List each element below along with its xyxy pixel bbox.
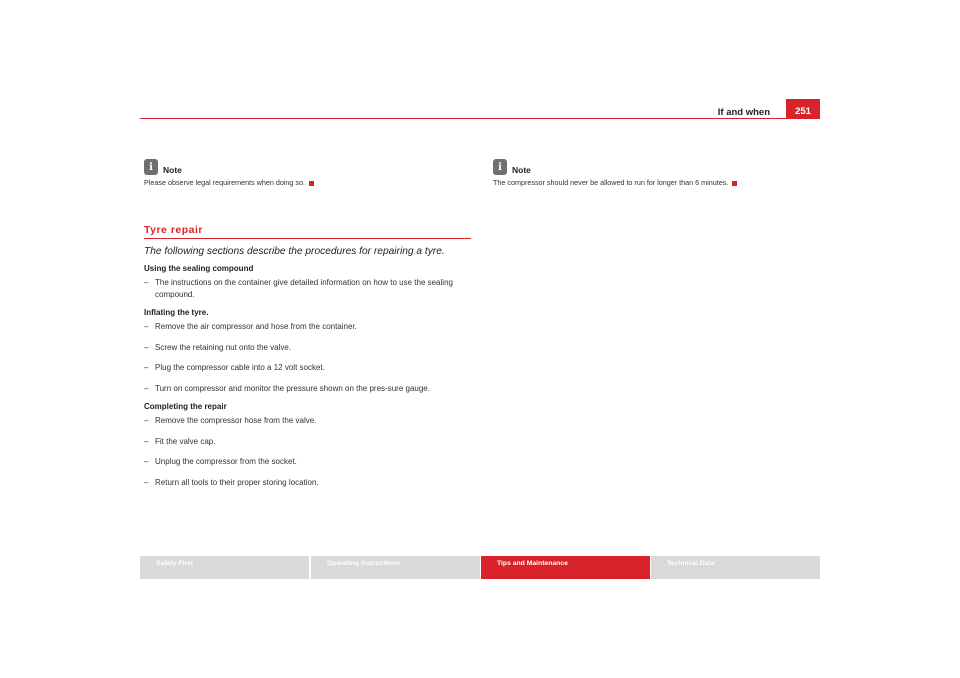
step-text: Remove the air compressor and hose from the container. bbox=[155, 322, 357, 331]
section-title: Tyre repair bbox=[144, 224, 471, 239]
page-number: 251 bbox=[786, 99, 820, 119]
procedure-step bbox=[144, 436, 471, 448]
right-note-body: The compressor should never be allowed to run for longer than 6 minutes. bbox=[493, 178, 729, 187]
right-column bbox=[493, 155, 823, 188]
end-of-section-icon bbox=[732, 181, 737, 186]
step-dash: – bbox=[144, 457, 149, 466]
left-note-label: Note bbox=[163, 165, 182, 175]
procedure-step bbox=[144, 362, 471, 374]
procedure-heading: Using the sealing compound bbox=[144, 264, 254, 273]
right-note-header bbox=[493, 155, 823, 175]
step-text: Plug the compressor cable into a 12 volt socket. bbox=[155, 363, 325, 372]
left-note-text bbox=[144, 178, 471, 188]
step-text: Screw the retaining nut onto the valve. bbox=[155, 342, 292, 352]
step-dash: – bbox=[144, 436, 149, 446]
step-dash: – bbox=[144, 477, 149, 487]
footer-tab-operating-instructions[interactable]: Operating instructions bbox=[311, 556, 480, 579]
procedure-heading: Inflating the tyre. bbox=[144, 308, 209, 317]
step-text: Fit the valve cap. bbox=[155, 436, 216, 446]
procedure-step bbox=[144, 321, 471, 333]
step-dash: – bbox=[144, 416, 149, 425]
step-text: The instructions on the container give detailed information on how to use the sealing compound. bbox=[155, 278, 453, 299]
page-header-title: If and when bbox=[717, 107, 770, 118]
header-divider bbox=[140, 118, 820, 119]
right-note-label: Note bbox=[512, 165, 531, 175]
section-intro: The following sections describe the procedures for repairing a tyre. bbox=[144, 246, 445, 257]
procedure-step bbox=[144, 342, 471, 354]
note-info-icon: i bbox=[493, 159, 507, 175]
footer-tab-safety-first[interactable]: Safety First bbox=[140, 556, 309, 579]
procedure-step bbox=[144, 477, 471, 489]
right-note-text bbox=[493, 178, 823, 188]
left-note-header bbox=[144, 155, 471, 175]
footer-tab-technical-data[interactable]: Technical Data bbox=[651, 556, 820, 579]
left-note-body: Please observe legal requirements when doing so. bbox=[144, 178, 306, 187]
step-dash: – bbox=[144, 363, 149, 372]
footer-tab-tips-and-maintenance[interactable]: Tips and Maintenance bbox=[481, 556, 650, 579]
step-dash: – bbox=[144, 322, 149, 331]
step-dash: – bbox=[144, 342, 149, 352]
step-text: Return all tools to their proper storing location. bbox=[155, 477, 319, 487]
procedure-groups bbox=[144, 263, 471, 488]
step-text: Remove the compressor hose from the valve. bbox=[155, 416, 317, 425]
step-text: Turn on compressor and monitor the pressure shown on the pres-sure gauge. bbox=[155, 383, 430, 393]
procedure-step bbox=[144, 456, 471, 468]
end-of-section-icon bbox=[309, 181, 314, 186]
procedure-step bbox=[144, 277, 471, 300]
procedure-step bbox=[144, 383, 471, 395]
procedure-heading: Completing the repair bbox=[144, 402, 227, 411]
left-column bbox=[144, 155, 471, 488]
step-text: Unplug the compressor from the socket. bbox=[155, 457, 297, 466]
note-info-icon: i bbox=[144, 159, 158, 175]
procedure-step bbox=[144, 415, 471, 427]
step-dash: – bbox=[144, 278, 149, 287]
step-dash: – bbox=[144, 383, 149, 393]
